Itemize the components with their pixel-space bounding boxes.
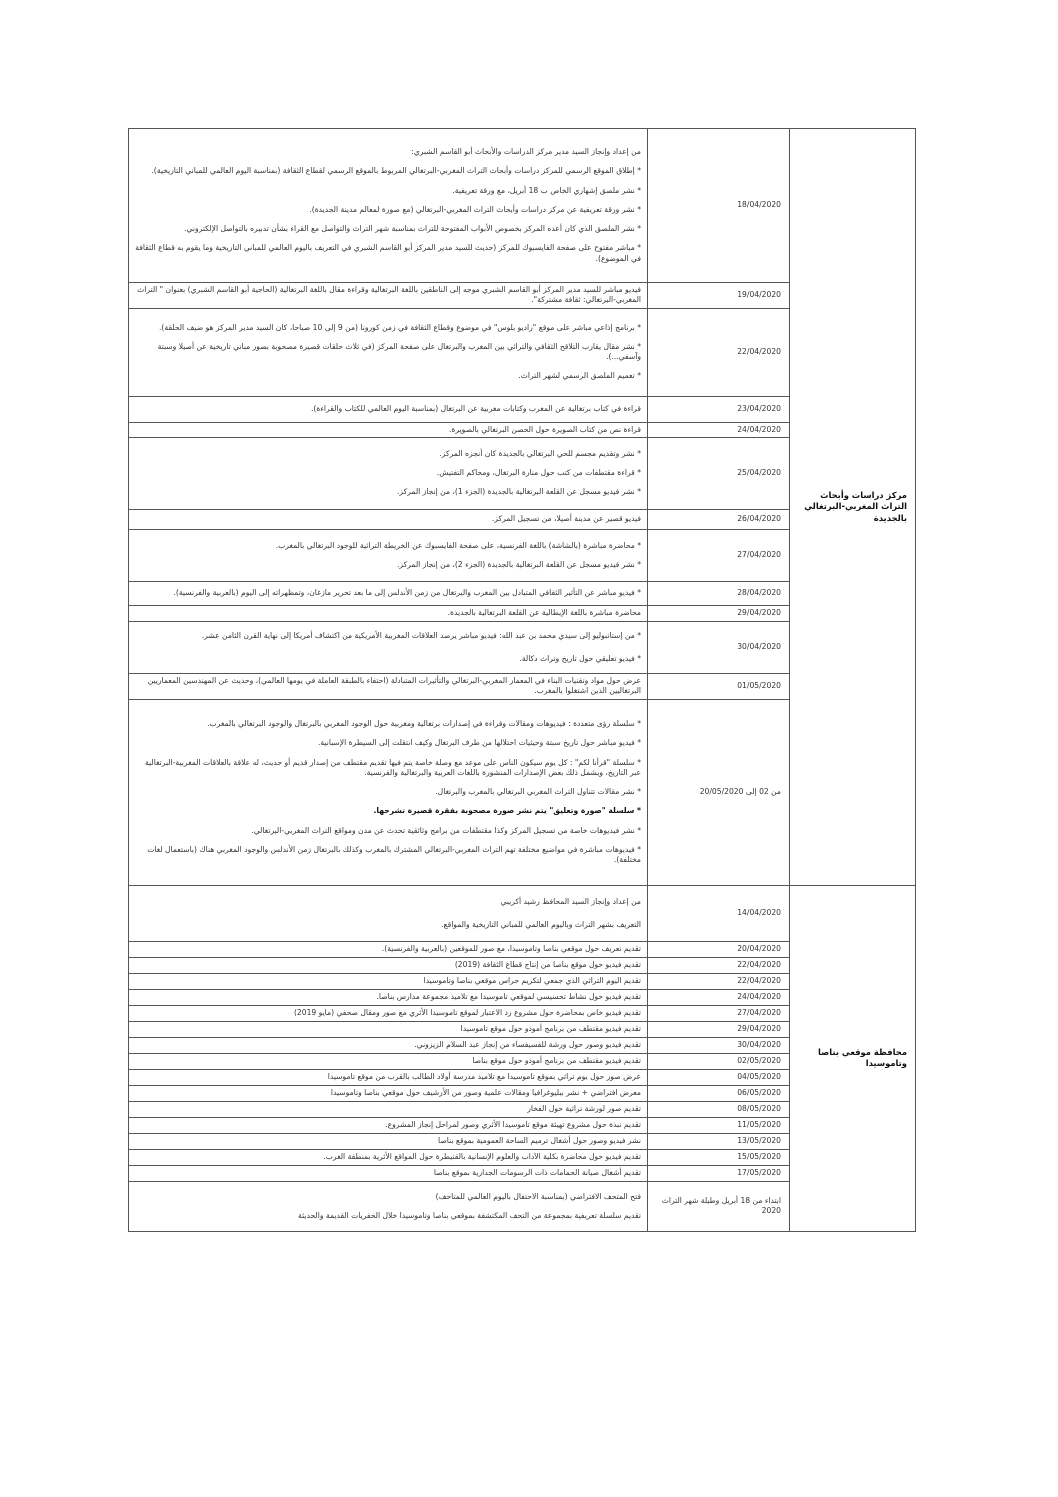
date-text: 30/04/2020 — [737, 642, 781, 652]
activity-line: تقديم فيديو حول محاضرة بكلية الآداب والعلوم الإنسانية بالقنيطرة حول المواقع الأثرية بمنطقة الغرب. — [323, 1152, 641, 1162]
activity-line: * نشر فيديو مسجل عن القلعة البرتغالية بالجديدة (الجزء 2)، من إنجاز المركز. — [397, 559, 641, 569]
organization-name: محافظة موقعي بناصا وتاموسيدا — [818, 1046, 907, 1069]
activity-line: فيديو قصير عن مدينة أصيلا، من تسجيل المركز. — [491, 514, 641, 524]
date-text: 22/04/2020 — [737, 346, 781, 356]
activity-cell — [129, 885, 648, 941]
activity-line: * نشر مقال يقارب التلاقح الثقافي والتراثي بين المغرب والبرتغال على صفحة المركز (في ثلاث حلقات قصيرة مصحوبة بصور مباني تاريخية عن أصيلا وسبتة وآسفي...). — [157, 341, 641, 361]
date-text: ابتداء من 18 أبريل وطيلة شهر التراث 2020 — [661, 1196, 781, 1216]
date-cell — [648, 973, 790, 989]
date-text: 25/04/2020 — [737, 468, 781, 478]
activity-line: عرض صور حول يوم تراثي بموقع تاموسيدا مع تلاميذ مدرسة أولاد الطالب بالقرب من موقع تاموسيدا — [327, 1072, 641, 1082]
date-text: 30/04/2020 — [737, 1040, 781, 1050]
date-cell — [648, 581, 790, 605]
date-cell — [648, 1165, 790, 1181]
activity-cell — [129, 509, 648, 529]
activity-line: من إعداد وإنجاز السيد مدير مركز الدراسات والأبحاث أبو القاسم الشبري: — [411, 147, 641, 157]
date-cell — [648, 885, 790, 941]
organization-cell — [790, 885, 916, 1231]
activity-cell — [129, 1069, 648, 1085]
date-text: 08/05/2020 — [737, 1104, 781, 1114]
date-text: 04/05/2020 — [737, 1072, 781, 1082]
activity-line: فيديو مباشر للسيد مدير المركز أبو القاسم الشبري موجه إلى الناطقين باللغة البرتغالية وقراءة مقال باللغة البرتغالية (الحاجية أبو القاسم الشبري) بعنوان " التراث المغربي-البرتغالي: ثقافة مشتركة". — [137, 285, 641, 305]
date-cell — [648, 1021, 790, 1037]
date-cell — [648, 957, 790, 973]
activity-cell — [129, 673, 648, 699]
activity-line: تقديم فيديو حول موقع بناصا من إنتاج قطاع الثقافة (2019) — [454, 960, 641, 970]
activity-line: * نشر فيديو مسجل عن القلعة البرتغالية بالجديدة (الجزء 1)، من إنجاز المركز. — [397, 487, 641, 497]
date-cell — [648, 509, 790, 529]
activity-cell — [129, 422, 648, 437]
activity-line: تقديم فيديو وصور حول ورشة للفسيفساء من إنجاز عبد السلام الزيزوني. — [414, 1040, 641, 1050]
activity-cell — [129, 1021, 648, 1037]
date-cell — [648, 1101, 790, 1117]
activity-line: * نشر فيديوهات خاصة من تسجيل المركز وكذا مقتطفات من برامج وثائقية تحدث عن مدن ومواقع التراث المغربي-البرتغالي. — [251, 825, 641, 835]
activity-line: * من إستانبوليو إلى سيدي محمد بن عبد الله: فيديو مباشر يرصد العلاقات المغربية الأمريكية من اكتشاف أمريكا إلى نهاية القرن الثامن عشر. — [201, 630, 641, 640]
activity-cell — [129, 621, 648, 673]
activity-cell — [129, 1101, 648, 1117]
activity-line: * قراءة مقتطفات من كتب حول منارة البرتغال، ومحاكم التفتيش. — [436, 468, 641, 478]
activity-cell — [129, 581, 648, 605]
activity-line: * فيديو تعليقي حول تاريخ وتراث دكالة. — [519, 653, 641, 663]
activity-line: * نشر الملصق الذي كان أعده المركز بخصوص الأبواب المفتوحة للتراث بمناسبة شهر التراث والتواصل مع القراء بشأن تدبيره بالتواصل الإلكتروني. — [184, 224, 641, 234]
date-text: 01/05/2020 — [737, 681, 781, 691]
activity-cell — [129, 699, 648, 885]
date-text: 27/04/2020 — [737, 550, 781, 560]
date-text: من 02 إلى 20/05/2020 — [699, 787, 781, 797]
date-cell — [648, 1085, 790, 1101]
activity-cell — [129, 1133, 648, 1149]
activity-line: تقديم اليوم التراثي الذي جمعي لتكريم حراس موقعي بناصا وتاموسيدا — [423, 976, 641, 986]
date-cell — [648, 1005, 790, 1021]
date-cell — [648, 621, 790, 673]
activity-line: فتح المتحف الافتراضي (بمناسبة الاحتفال باليوم العالمي للمتاحف) — [435, 1191, 641, 1201]
activity-cell — [129, 1085, 648, 1101]
activity-line: التعريف بشهر التراث وباليوم العالمي للمباني التاريخية والمواقع. — [441, 919, 641, 929]
activity-cell — [129, 437, 648, 509]
date-cell — [648, 1053, 790, 1069]
date-cell — [648, 699, 790, 885]
date-cell — [648, 1117, 790, 1133]
activity-line: * نشر وتقديم مجسم للحي البرتغالي بالجديدة كان أنجزه المركز. — [439, 448, 641, 458]
date-cell — [648, 1181, 790, 1231]
date-cell — [648, 673, 790, 699]
activity-cell — [129, 308, 648, 396]
activity-line: * فيديو مباشر حول تاريخ سبتة وحيثيات احتلالها من طرف البرتغال وكيف انتقلت إلى السيطرة الإسبانية. — [317, 738, 641, 748]
date-cell — [648, 605, 790, 621]
date-cell — [648, 1149, 790, 1165]
date-cell — [648, 283, 790, 309]
activity-cell — [129, 396, 648, 422]
activity-line: تقديم فيديو مقتطف من برنامج أمودو حول موقع تاموسيدا — [460, 1024, 641, 1034]
activity-cell — [129, 529, 648, 581]
activity-cell — [129, 1037, 648, 1053]
activity-line: تقديم تعريف حول موقعي بناصا وتاموسيدا، مع صور للموقعين (بالعربية والفرنسية). — [381, 944, 641, 954]
activity-line: * تعميم الملصق الرسمي لشهر التراث. — [518, 371, 641, 381]
date-cell — [648, 396, 790, 422]
activity-line: * مباشر مفتوح على صفحة الفايسبوك للمركز (حديث للسيد مدير المركز أبو القاسم الشبري في التعريف باليوم العالمي للمباني التاريخية وما يقوم به قطاع الثقافة في الموضوع). — [135, 243, 641, 263]
activity-cell — [129, 957, 648, 973]
activity-cell — [129, 129, 648, 283]
date-text: 19/04/2020 — [737, 290, 781, 300]
date-cell — [648, 308, 790, 396]
date-text: 14/04/2020 — [737, 908, 781, 918]
activity-line: قراءة في كتاب برتغالية عن المغرب وكتابات مغربية عن البرتغال (بمناسبة اليوم العالمي للكتاب والقراءة). — [311, 403, 641, 413]
date-text: 23/04/2020 — [737, 403, 781, 413]
organization-cell — [790, 129, 916, 886]
activity-line: * سلسلة "صورة وتعليق" يتم نشر صورة مصحوبة بفقرة قصيرة تشرحها. — [373, 806, 641, 816]
date-text: 13/05/2020 — [737, 1136, 781, 1146]
activity-line: نشر فيديو وصور حول أشغال ترميم الساحة العمومية بموقع بناصا — [438, 1136, 641, 1146]
date-cell — [648, 1069, 790, 1085]
date-cell — [648, 1037, 790, 1053]
activity-cell — [129, 1117, 648, 1133]
table-row — [129, 129, 916, 283]
activity-line: قراءة نص من كتاب الصويرة حول الحصن البرتغالي بالصويرة. — [448, 424, 641, 434]
date-text: 20/04/2020 — [737, 944, 781, 954]
activity-cell — [129, 1149, 648, 1165]
date-text: 15/05/2020 — [737, 1152, 781, 1162]
date-cell — [648, 129, 790, 283]
activity-cell — [129, 605, 648, 621]
date-cell — [648, 941, 790, 957]
date-text: 27/04/2020 — [737, 1008, 781, 1018]
activity-line: * برنامج إذاعي مباشر على موقع "راديو بلوس" في موضوع وقطاع الثقافة في زمن كورونا (من 9 إلى 10 صباحا، كان السيد مدير المركز هو ضيف الحلقة). — [159, 322, 641, 332]
activity-line: * سلسلة رؤى متعددة : فيديوهات ومقالات وقراءة في إصدارات برتغالية ومغربية حول الوجود المغربي بالبرتغال والوجود البرتغالي بالمغرب. — [207, 719, 641, 729]
activity-cell — [129, 1005, 648, 1021]
activity-line: * نشر مقالات تتناول التراث المغربي البرتغالي بالمغرب والبرتغال. — [435, 787, 641, 797]
date-text: 24/04/2020 — [737, 424, 781, 434]
date-cell — [648, 529, 790, 581]
date-text: 29/04/2020 — [737, 608, 781, 618]
activity-cell — [129, 1053, 648, 1069]
activity-line: * سلسلة "قرأنا لكم" : كل يوم سيكون الناس على موعد مع وصلة خاصة يتم فيها تقديم مقتطف من إصدار قديم أو حديث، له علاقة بالعلاقات المغربية-البرتغالية عبر التاريخ، ويشمل ذلك بعض الإصدارات المنشورة باللغات العربية والبرتغالية والفرنسية. — [145, 757, 641, 777]
date-cell — [648, 437, 790, 509]
activity-line: * محاضرة مباشرة (بالشاشة) باللغة الفرنسية، على صفحة الفايسبوك عن الخريطة التراثية للوجود البرتغالي بالمغرب. — [275, 540, 641, 550]
activity-line: * إطلاق الموقع الرسمي للمركز دراسات وأبحاث التراث المغربي-البرتغالي المربوط بالموقع الرسمي لقطاع الثقافة (بمناسبة اليوم العالمي للمباني التاريخية). — [151, 166, 641, 176]
activity-line: محاضرة مباشرة باللغة الإيطالية عن القلعة البرتغالية بالجديدة. — [447, 608, 641, 618]
date-text: 06/05/2020 — [737, 1088, 781, 1098]
date-text: 26/04/2020 — [737, 514, 781, 524]
activity-cell — [129, 989, 648, 1005]
activity-line: تقديم أشغال صيانة الحمامات ذات الرسومات الجدارية بموقع بناصا — [433, 1168, 641, 1178]
date-text: 02/05/2020 — [737, 1056, 781, 1066]
organization-name: مركز دراسات وأبحاث التراث المغربي-البرتغالي بالجديدة — [804, 489, 907, 523]
activity-cell — [129, 283, 648, 309]
activity-line: * نشر ملصق إشهاري الخاص ب 18 أبريل، مع ورقة تعريفية. — [452, 185, 641, 195]
activity-cell — [129, 941, 648, 957]
activity-line: تقديم نبذة حول مشروع تهيئة موقع تاموسيدا الأثري وصور لمراحل إنجاز المشروع. — [385, 1120, 641, 1130]
activity-line: * فيديوهات مباشرة في مواضيع مختلفة تهم التراث المغربي-البرتغالي المشترك بالمغرب وكذلك بالبرتغال زمن الأندلس والوجود المغربي هناك (باستعمال لغات مختلفة). — [147, 844, 641, 865]
activity-line: من إعداد وإنجاز السيد المحافظ رشيد أكريبي — [500, 896, 641, 906]
activity-cell — [129, 1181, 648, 1231]
activity-line: تقديم فيديو خاص بمحاضرة حول مشروع رد الاعتبار لموقع تاموسيدا الأثري مع صور ومقال صحفي (مايو 2019) — [293, 1008, 641, 1018]
activities-table — [128, 128, 916, 1232]
activity-line: تقديم سلسلة تعريفية بمجموعة من التحف المكتشفة بموقعي بناصا وتاموسيدا خلال الحفريات القديمة والحديثة — [298, 1210, 641, 1220]
activity-line: معرض افتراضي + نشر ببليوغرافيا ومقالات علمية وصور من الأرشيف حول موقعي بناصا وتاموسيدا — [330, 1088, 641, 1098]
date-cell — [648, 422, 790, 437]
date-text: 22/04/2020 — [737, 960, 781, 970]
date-text: 22/04/2020 — [737, 976, 781, 986]
activity-line: تقديم صور لورشة تراثية حول الفخار — [527, 1104, 641, 1114]
table-row — [129, 885, 916, 941]
date-text: 24/04/2020 — [737, 992, 781, 1002]
date-text: 28/04/2020 — [737, 588, 781, 598]
date-cell — [648, 989, 790, 1005]
activity-cell — [129, 973, 648, 989]
date-text: 18/04/2020 — [737, 200, 781, 210]
activity-line: * نشر ورقة تعريفية عن مركز دراسات وأبحاث التراث المغربي-البرتغالي (مع صورة لمعالم مدينة الجديدة). — [309, 204, 641, 214]
activity-cell — [129, 1165, 648, 1181]
activity-line: * فيديو مباشر عن التأثير الثقافي المتبادل بين المغرب والبرتغال من زمن الأندلس إلى ما بعد تحرير مازغان، وتمظهراته إلى اليوم (بالعربية والفرنسية). — [173, 588, 641, 598]
date-text: 17/05/2020 — [737, 1168, 781, 1178]
activity-line: تقديم فيديو حول نشاط تحسيسي لموقعي تاموسيدا مع تلاميذ مجموعة مدارس بناصا. — [376, 992, 641, 1002]
date-text: 11/05/2020 — [737, 1120, 781, 1130]
activity-line: عرض حول مواد وتقنيات البناء في المعمار المغربي-البرتغالي والتأثيرات المتبادلة (احتفاء بالطبقة العاملة في يومها العالمي)، وحديث عن المهندسين المعماريين البرتغاليين الذين اشتغلوا بالمغرب. — [147, 676, 641, 696]
date-cell — [648, 1133, 790, 1149]
activity-line: تقديم فيديو مقتطف من برنامج أمودو حول موقع بناصا — [472, 1056, 641, 1066]
date-text: 29/04/2020 — [737, 1024, 781, 1034]
